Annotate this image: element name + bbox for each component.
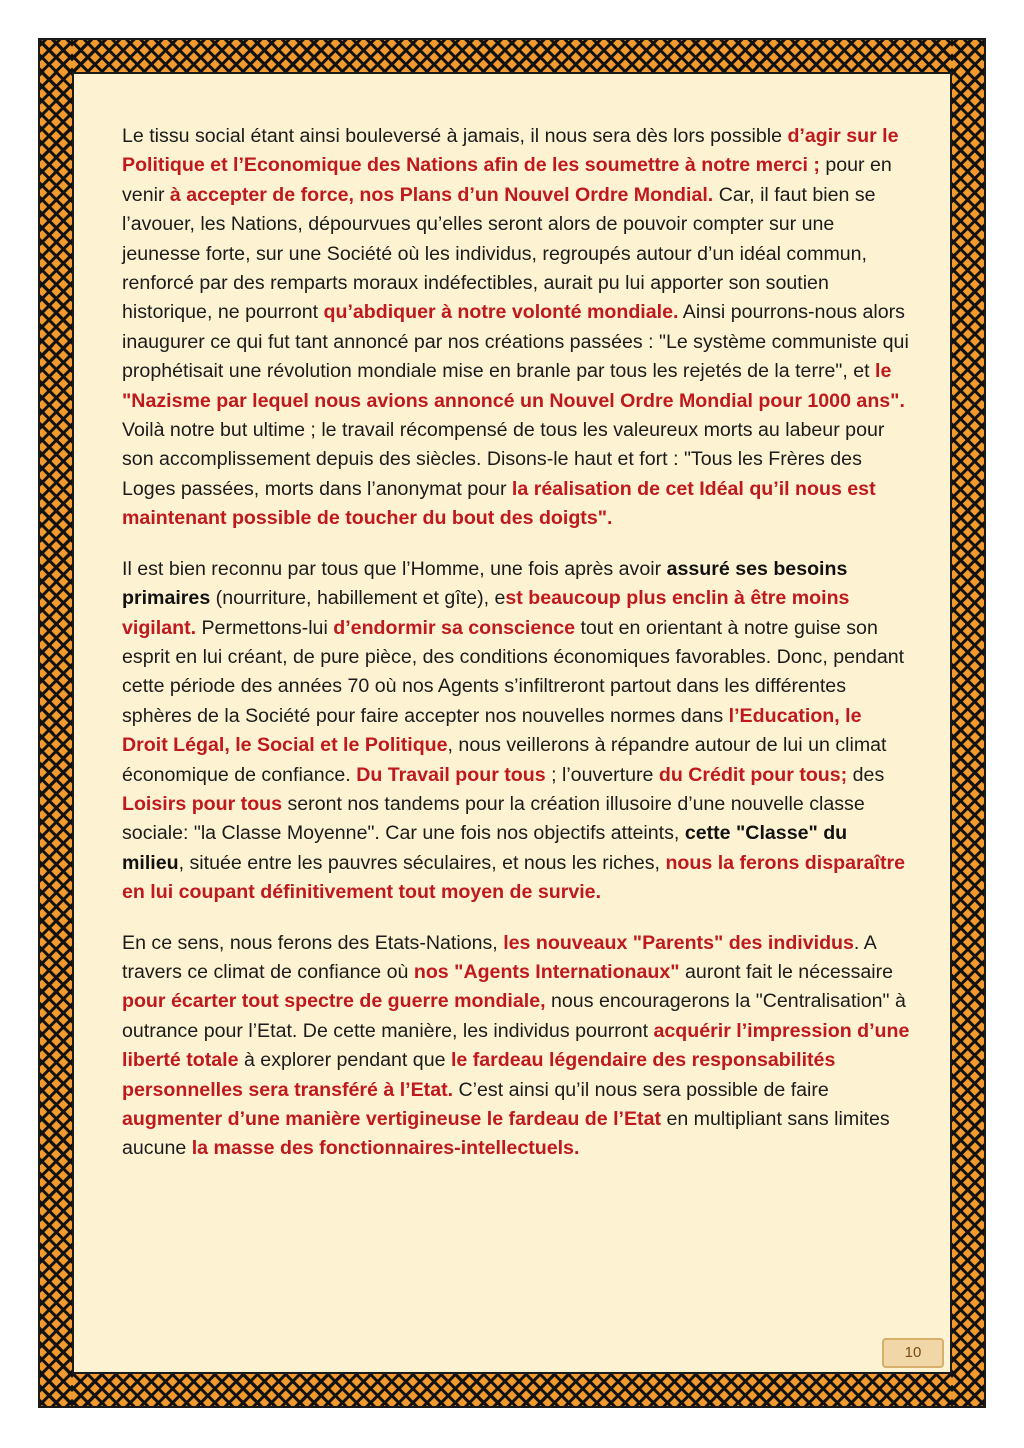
paragraph-1 bbox=[122, 122, 912, 534]
text-run: , nous veillerons à répandre autour de lui un climat économique de confiance. bbox=[122, 734, 887, 786]
text-run: , située entre les pauvres séculaires, et nous les riches, bbox=[178, 851, 666, 874]
text-run: pour en venir bbox=[122, 154, 892, 206]
emphasis-red-text: pour écarter tout spectre de guerre mondiale, bbox=[122, 990, 546, 1013]
paragraph-2 bbox=[122, 555, 912, 908]
emphasis-red-text: augmenter d’une manière vertigineuse le fardeau de l’Etat bbox=[122, 1108, 661, 1130]
emphasis-red-text: d’agir sur le Politique et l’Economique des Nations afin de les soumettre à notre merci ; bbox=[122, 125, 899, 177]
text-run: à explorer pendant que bbox=[238, 1049, 451, 1072]
emphasis-red-text: la réalisation de cet Idéal qu’il nous est maintenant possible de toucher du bout des doigts". bbox=[122, 477, 876, 530]
emphasis-red-text: d’endormir sa conscience bbox=[333, 616, 576, 639]
emphasis-red-text: Du Travail pour tous bbox=[356, 763, 546, 786]
text-run: tout en orientant à notre guise son esprit en lui créant, de pure pièce, des conditions économiques favorables. Donc, pendant cette période des années 70 où nos Agents s’infiltreront partout dans les différentes sphères de la Société pour faire accepter nos nouvelles normes dans bbox=[122, 616, 905, 727]
body-text bbox=[122, 122, 912, 1185]
emphasis-red-text: la masse des fonctionnaires-intellectuels. bbox=[191, 1137, 580, 1160]
emphasis-red-text: le "Nazisme par lequel nous avions annoncé un Nouvel Ordre Mondial pour 1000 ans". bbox=[122, 360, 905, 412]
emphasis-red-text: nos "Agents Internationaux" bbox=[413, 960, 680, 983]
emphasis-red-text: qu’abdiquer à notre volonté mondiale. bbox=[323, 301, 679, 324]
emphasis-red-text: du Crédit pour tous; bbox=[658, 763, 848, 786]
text-run: Permettons-lui bbox=[196, 616, 334, 639]
emphasis-bold-text: cette "Classe" du milieu bbox=[122, 822, 848, 874]
emphasis-red-text: st beaucoup plus enclin à être moins vigilant. bbox=[122, 587, 850, 639]
text-run: des bbox=[847, 763, 885, 786]
text-run: En ce sens, nous ferons des Etats-Nations, bbox=[122, 931, 504, 954]
text-run: auront fait le nécessaire bbox=[679, 960, 894, 983]
text-run: C’est ainsi qu’il nous sera possible de faire bbox=[453, 1078, 829, 1101]
emphasis-red-text: acquérir l’impression d’une liberté totale bbox=[122, 1019, 910, 1072]
text-run: ; l’ouverture bbox=[545, 763, 659, 786]
text-run: Ainsi pourrons-nous alors inaugurer ce qui fut tant annoncé par nos créations passées : "Le système communiste qui prophétisait une révolution mondiale mise en branle par tous les rejetés de la terre", et bbox=[122, 301, 909, 383]
emphasis-red-text: l’Education, le Droit Légal, le Social et le Politique bbox=[122, 704, 862, 757]
text-run: en multipliant sans limites aucune bbox=[122, 1108, 890, 1160]
text-run: seront nos tandems pour la création illusoire d’une nouvelle classe sociale: "la Classe Moyenne". Car une fois nos objectifs atteints, bbox=[122, 792, 865, 845]
emphasis-bold-text: assuré ses besoins primaires bbox=[122, 557, 848, 610]
text-run: Car, il faut bien se l’avouer, les Nations, dépourvues qu’elles seront alors de pouvoir compter sur une jeunesse forte, sur une Société où les individus, regroupés autour d’un idéal commun, renforcé par des remparts moraux indéfectibles, aurait pu lui apporter son soutien historique, ne pourront bbox=[122, 183, 876, 324]
emphasis-red-text: nous la ferons disparaître en lui coupant définitivement tout moyen de survie. bbox=[122, 851, 905, 904]
emphasis-red-text: Loisirs pour tous bbox=[122, 792, 283, 815]
text-run: . A travers ce climat de confiance où bbox=[122, 931, 876, 983]
text-run: (nourriture, habillement et gîte), e bbox=[210, 587, 506, 610]
paragraph-3 bbox=[122, 929, 912, 1164]
text-run: Le tissu social étant ainsi bouleversé à jamais, il nous sera dès lors possible bbox=[122, 125, 788, 147]
emphasis-red-text: les nouveaux "Parents" des individus bbox=[503, 931, 854, 954]
emphasis-red-text: à accepter de force, nos Plans d’un Nouvel Ordre Mondial. bbox=[169, 183, 714, 206]
page-number: 10 bbox=[882, 1338, 944, 1368]
text-run: nous encouragerons la "Centralisation" à outrance pour l’Etat. De cette manière, les individus pourront bbox=[122, 990, 906, 1042]
emphasis-red-text: le fardeau légendaire des responsabilités personnelles sera transféré à l’Etat. bbox=[122, 1049, 836, 1101]
text-run: Il est bien reconnu par tous que l’Homme, une fois après avoir bbox=[122, 557, 667, 580]
text-run: Voilà notre but ultime ; le travail récompensé de tous les valeureux morts au labeur pour son accomplissement depuis des siècles. Disons-le haut et fort : "Tous les Frères des Loges passées, morts dans l’anonymat pour bbox=[122, 419, 885, 500]
